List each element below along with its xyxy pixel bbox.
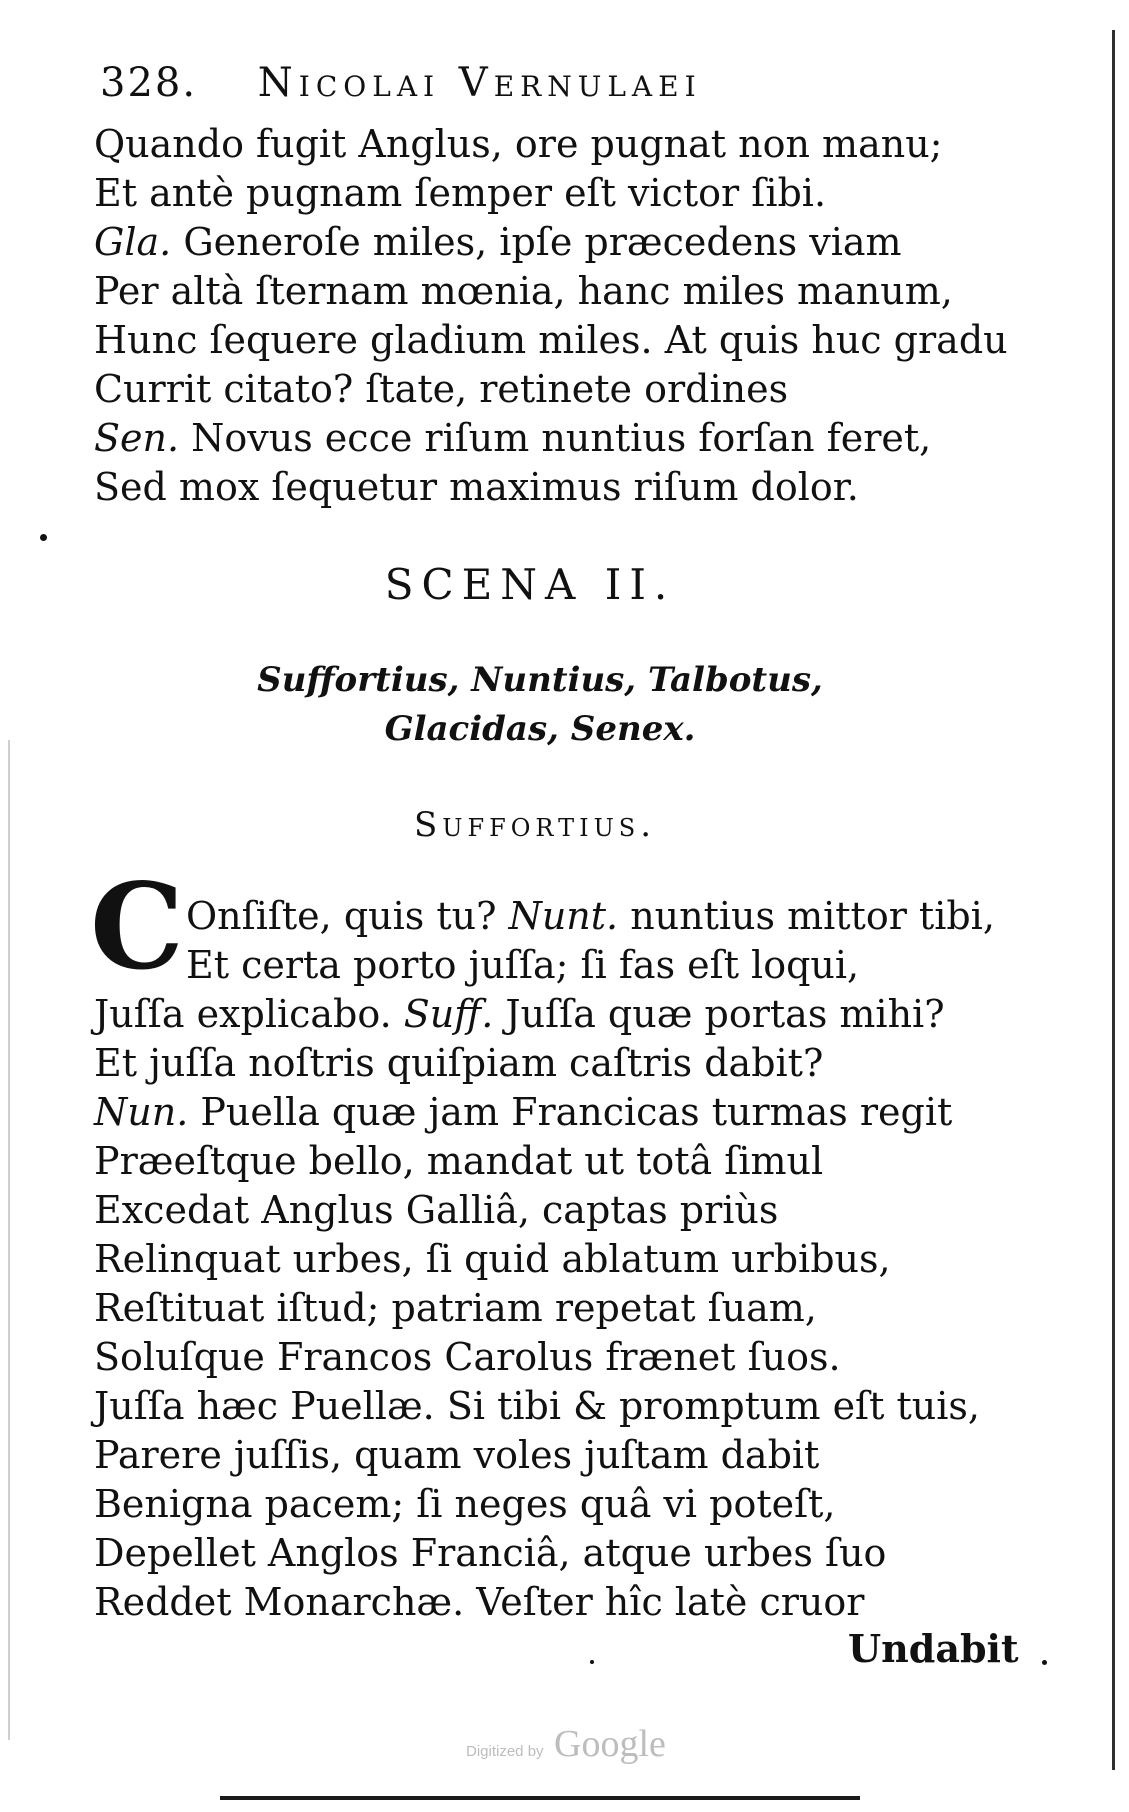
ink-speck — [40, 534, 47, 541]
running-header — [100, 60, 702, 106]
scene-title: SCENA II. — [384, 560, 676, 609]
verse-text: Onſiſte, quis tu? — [186, 894, 509, 938]
verse-text: Excedat Anglus Galliâ, captas priùs — [94, 1188, 779, 1232]
speaker-abbrev: Suff. — [403, 992, 494, 1036]
verse-line — [94, 267, 1008, 316]
verse-text: Per altà ſternam mœnia, hanc miles manum, — [94, 269, 953, 313]
verse-text: Puella quæ jam Francicas turmas regit — [188, 1090, 953, 1134]
speaker-abbrev: Sen. — [94, 416, 180, 460]
speaker-abbrev: Nunt. — [508, 894, 619, 938]
verse-text: Depellet Anglos Franciâ, atque urbes ſuo — [94, 1531, 887, 1575]
verse-line — [94, 1186, 995, 1235]
verse-line — [94, 1333, 995, 1382]
verse-line — [94, 414, 1008, 463]
verse-text: nuntius mittor tibi, — [618, 894, 995, 938]
speaker-abbrev: Nun. — [94, 1090, 189, 1134]
verse-block-2 — [94, 892, 995, 1627]
page-edge-right — [1112, 30, 1115, 1770]
verse-line — [94, 1039, 995, 1088]
google-logo: Google — [554, 1723, 666, 1765]
verse-line — [94, 1137, 995, 1186]
page-number: 328. — [100, 60, 198, 106]
speaker-abbrev: Gla. — [94, 220, 172, 264]
dramatis-personae — [0, 656, 1080, 754]
verse-text: Et juſſa noſtris quiſpiam caſtris dabit? — [94, 1041, 824, 1085]
catchword: Undabit — [848, 1626, 1019, 1671]
digitization-watermark — [466, 1722, 666, 1766]
verse-line — [94, 990, 995, 1039]
verse-line — [94, 365, 1008, 414]
verse-text: Quando fugit Anglus, ore pugnat non manu; — [94, 122, 943, 166]
personae-line-2: Glacidas, Senex. — [384, 709, 696, 749]
verse-text: Generoſe miles, ipſe præcedens viam — [171, 220, 902, 264]
verse-text: Reddet Monarchæ. Veſter hîc latè cruor — [94, 1580, 865, 1624]
verse-text: Juſſa quæ portas mihi? — [493, 992, 945, 1036]
ink-speck — [590, 1660, 594, 1664]
verse-line — [94, 1235, 995, 1284]
speaker-heading: Suffortius. — [413, 805, 657, 845]
page-edge-left — [8, 740, 10, 1740]
verse-line — [94, 463, 1008, 512]
verse-line — [94, 941, 995, 990]
verse-text: Sed mox ſequetur maximus riſum dolor. — [94, 465, 859, 509]
verse-text: Parere juſſis, quam voles juſtam dabit — [94, 1433, 820, 1477]
drop-cap: C — [90, 857, 184, 996]
verse-text: Currit citato? ſtate, retinete ordines — [94, 367, 789, 411]
verse-line — [94, 892, 995, 941]
verse-text: Benigna pacem; ſi neges quâ vi poteſt, — [94, 1482, 836, 1526]
verse-line — [94, 1480, 995, 1529]
running-title: Nicolai Vernulaei — [257, 60, 702, 106]
verse-text: Novus ecce riſum nuntius forſan feret, — [179, 416, 932, 460]
verse-line — [94, 120, 1008, 169]
verse-text: Hunc ſequere gladium miles. At quis huc gradu — [94, 318, 1008, 362]
verse-text: Reſtituat iſtud; patriam repetat ſuam, — [94, 1286, 817, 1330]
verse-line — [94, 1382, 995, 1431]
verse-line — [94, 218, 1008, 267]
verse-text: Relinquat urbes, ſi quid ablatum urbibus, — [94, 1237, 891, 1281]
ink-speck — [1042, 1660, 1047, 1665]
verse-line — [94, 1529, 995, 1578]
verse-text: Soluſque Francos Carolus frænet ſuos. — [94, 1335, 841, 1379]
verse-line — [94, 1284, 995, 1333]
verse-text: Et certa porto juſſa; ſi fas eſt loqui, — [186, 943, 860, 987]
watermark-prefix: Digitized by — [466, 1743, 544, 1760]
verse-text: Et antè pugnam ſemper eſt victor ſibi. — [94, 171, 827, 215]
verse-line — [94, 1088, 995, 1137]
verse-text: Juſſa explicabo. — [94, 992, 404, 1036]
personae-line-1: Suffortius, Nuntius, Talbotus, — [257, 660, 823, 700]
verse-line — [94, 1578, 995, 1627]
verse-line — [94, 1431, 995, 1480]
verse-text: Juſſa hæc Puellæ. Si tibi & promptum eſt tuis, — [94, 1384, 980, 1428]
bottom-edge-rule — [220, 1796, 860, 1800]
verse-text: Præeſtque bello, mandat ut totâ ſimul — [94, 1139, 824, 1183]
verse-line — [94, 316, 1008, 365]
verse-line — [94, 169, 1008, 218]
verse-block-1 — [94, 120, 1008, 512]
